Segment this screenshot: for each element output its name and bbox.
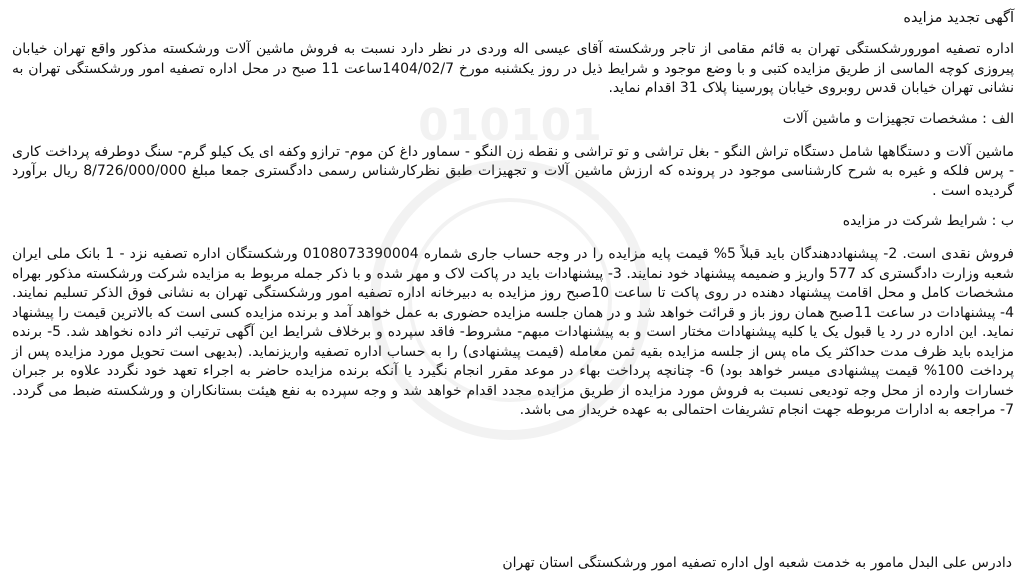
section-b-body: فروش نقدی است. 2- پیشنهاددهندگان باید قبلاً 5% قیمت پایه مزایده را در وجه حساب جاری شماره 0108073390004 ورشکستگان اداره تصفیه نزد - 1 بانک ملی ایران شعبه وزارت دادگستری کد 577 واریز و ضمیمه پیشنهاد خود نمایند. 3- پیشنهادات باید در پاکت لاک و مهر شده و با ذکر جمله مربوط به مزایده شرکت ورشکسته مذکور بهراه مشخصات کامل و محل اقامت پیشنهاد دهنده در روی پاکت تا ساعت 10صبح روز مزایده به دبیرخانه اداره تصفیه امور ورشکستگی تهران به نشانی فوق الذکر تسلیم نمایند. 4- پیشنهادات در ساعت 11صبح همان روز باز و قرائت خواهد شد و در همان جلسه مزایده حضوری به عمل خواهد آمد و برنده مزایده کسی است که بالاترین قیمت را پیشنهاد نماید. این اداره در رد یا قبول یک یا کلیه پیشنهادات مختار است و به پیشنهادات مبهم- مشروط- فاقد سپرده و برخلاف شرایط این آگهی ترتیب اثر داده نخواهد شد. 5- برنده مزایده باید ظرف مدت حداکثر یک ماه پس از جلسه مزایده بقیه ثمن معامله (قیمت پیشنهادی) را به حساب اداره تصفیه واریزنماید. (بدیهی است تحویل مورد مزایده پس از پرداخت 100% قیمت پیشنهادی میسر خواهد بود) 6- چنانچه پرداخت بهاء در موعد مقرر انجام نگیرد یا آنکه برنده مزایده حاضر به اجراء تعهد خود نگردد علاوه بر جبران خسارات وارده از محل وجه تودیعی نسبت به فروش مورد مزایده از طریق مزایده مجدد اقدام خواهد شد و وجه سپرده به نفع هیئت بستانکاران و ورشکسته ضبط می گردد. 7- مراجعه به ادارات مربوطه جهت انجام تشریفات احتمالی به عهده خریدار می باشد. — [12, 246, 1015, 418]
notice-title: آگهی تجدید مزایده — [903, 10, 1014, 26]
section-a-body: ماشین آلات و دستگاهها شامل دستگاه تراش النگو - بغل تراشی و تو تراشی و نقطه زن النگو - سماور داغ کن موم- ترازو وکفه ای یک کیلو گرم- سنگ دوطرفه پرداخت کاری - پرس فلکه و غیره به شرح کارشناسی موجود در پرونده که ارزش ماشین آلات و تجهیزات طبق نظرکارشناس رسمی دادگستری جمعا مبلغ 8/726/000/000 ریال برآورد گردیده است . — [12, 143, 1015, 199]
section-a-heading: الف : مشخصات تجهیزات و ماشین آلات — [782, 110, 1014, 127]
signature-line: دادرس علی البدل مامور به خدمت شعبه اول اداره تصفیه امور ورشکستگی استان تهران — [502, 555, 1012, 571]
section-b-heading: ب : شرایط شرکت در مزایده — [842, 213, 1014, 229]
notice-intro: اداره تصفیه امورورشکستگی تهران به قائم مقامی از تاجر ورشکسته آقای عیسی اله وردی در نظر دارد نسبت به فروش ماشین آلات ورشکسته مذکور واقع تهران خیابان پیروزی کوچه الماسی از طریق مزایده کتبی و با وضع موجود و شرایط ذیل در روز یکشنبه مورخ 1404/02/7ساعت 11 صبح در محل اداره تصفیه امور ورشکستگی تهران به نشانی تهران خیابان قدس روبروی خیابان پورسینا پلاک 31 اقدام نماید. — [12, 41, 1015, 96]
watermark-digits: 010101 — [418, 100, 602, 151]
